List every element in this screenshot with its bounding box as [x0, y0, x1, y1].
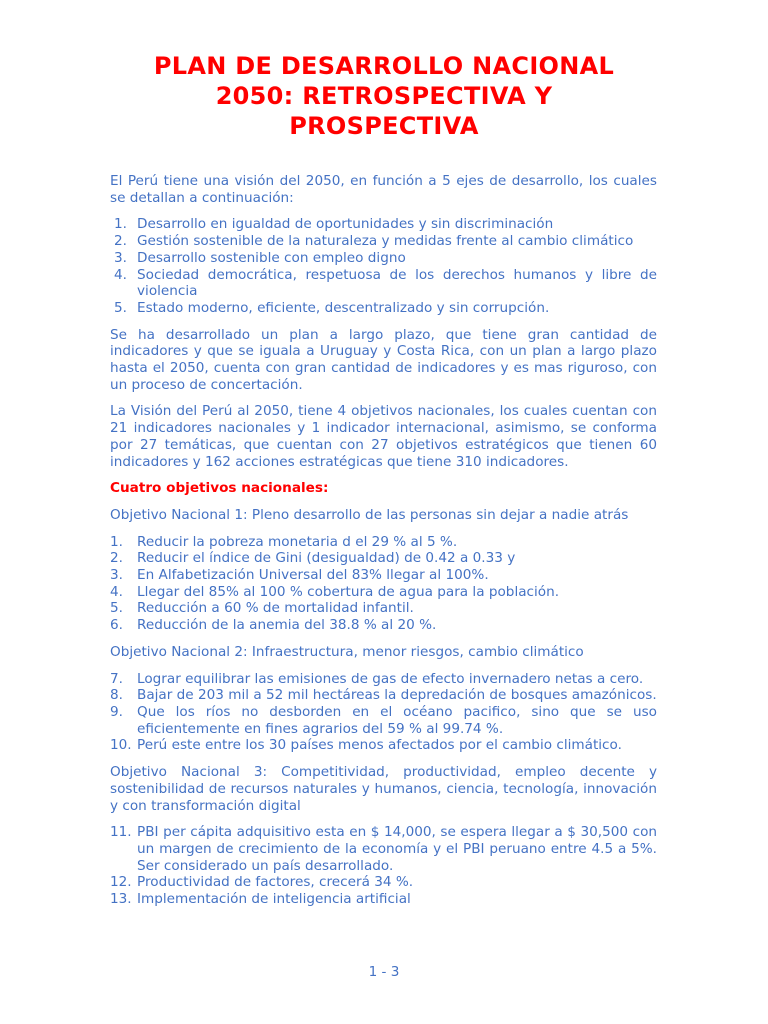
plan-paragraph: Se ha desarrollado un plan a largo plazo, que tiene gran cantidad de indicadores y que se iguala a Uruguay y Costa Rica, con un plan a largo plazo hasta el 2050, cuenta con gran cantidad de indicadores y es mas riguroso, con un proceso de concertación. [110, 326, 657, 393]
title-line: 2050: RETROSPECTIVA Y [215, 82, 553, 110]
list-item: 1. Reducir la pobreza monetaria d el 29 % al 5 %. [110, 533, 458, 550]
list-item: 5. Estado moderno, eficiente, descentralizado y sin corrupción. [114, 299, 550, 316]
vision-paragraph: La Visión del Perú al 2050, tiene 4 objetivos nacionales, los cuales cuentan con 21 indicadores nacionales y 1 indicador internacional, asimismo, se conforma por 27 temáticas, que cuentan con 27 objetivos estratégicos que tienen 60 indicadores y 162 acciones estratégicas que tiene 310 indicadores. [110, 403, 657, 470]
objetivo-1-list [110, 534, 657, 634]
ejes-list [110, 216, 657, 316]
list-item: 4. Llegar del 85% al 100 % cobertura de agua para la población. [110, 583, 560, 600]
list-item: 11. PBI per cápita adquisitivo esta en $ 14,000, se espera llegar a $ 30,500 con un margen de crecimiento de la economía y el PBI peruano entre 4.5 a 5%. Ser considerado un país desarrollado. [110, 824, 657, 874]
list-item: 1. Desarrollo en igualdad de oportunidades y sin discriminación [114, 216, 554, 233]
list-item: 6. Reducción de la anemia del 38.8 % al 20 %. [110, 617, 437, 634]
document-body [110, 173, 657, 918]
objetivo-2-heading: Objetivo Nacional 2: Infraestructura, menor riesgos, cambio climático [110, 643, 584, 660]
section-heading: Cuatro objetivos nacionales: [110, 480, 329, 497]
list-item: 2. Gestión sostenible de la naturaleza y medidas frente al cambio climático [114, 233, 634, 250]
list-item: 13. Implementación de inteligencia artificial [110, 891, 411, 908]
list-item: 5. Reducción a 60 % de mortalidad infantil. [110, 600, 414, 617]
title-line: PLAN DE DESARROLLO NACIONAL [153, 52, 615, 80]
list-item: 2. Reducir el índice de Gini (desigualdad) de 0.42 a 0.33 y [110, 550, 516, 567]
objetivo-3-list [110, 824, 657, 908]
list-item: 10. Perú este entre los 30 países menos afectados por el cambio climático. [110, 737, 622, 754]
list-item: 8. Bajar de 203 mil a 52 mil hectáreas la depredación de bosques amazónicos. [110, 687, 657, 704]
list-item: 4. Sociedad democrática, respetuosa de los derechos humanos y libre de violencia [114, 266, 657, 300]
document-title [100, 51, 668, 141]
list-item: 3. En Alfabetización Universal del 83% llegar al 100%. [110, 567, 489, 584]
list-item: 3. Desarrollo sostenible con empleo digno [114, 249, 406, 266]
objetivo-3-heading: Objetivo Nacional 3: Competitividad, productividad, empleo decente y sostenibilidad de recursos naturales y humanos, ciencia, tecnología, innovación y con transformación digital [110, 764, 657, 814]
objetivo-1-heading: Objetivo Nacional 1: Pleno desarrollo de las personas sin dejar a nadie atrás [110, 506, 629, 523]
intro-paragraph: El Perú tiene una visión del 2050, en función a 5 ejes de desarrollo, los cuales se detallan a continuación: [110, 173, 657, 206]
page-number: 1 - 3 [368, 964, 400, 980]
list-item: 12. Productividad de factores, crecerá 34 %. [110, 874, 414, 891]
title-line: PROSPECTIVA [289, 112, 479, 140]
list-item: 7. Lograr equilibrar las emisiones de gas de efecto invernadero netas a cero. [110, 670, 644, 687]
objetivo-2-list [110, 671, 657, 755]
list-item: 9. Que los ríos no desborden en el océano pacifico, sino que se uso eficientemente en fines agrarios del 59 % al 99.74 %. [110, 703, 657, 737]
